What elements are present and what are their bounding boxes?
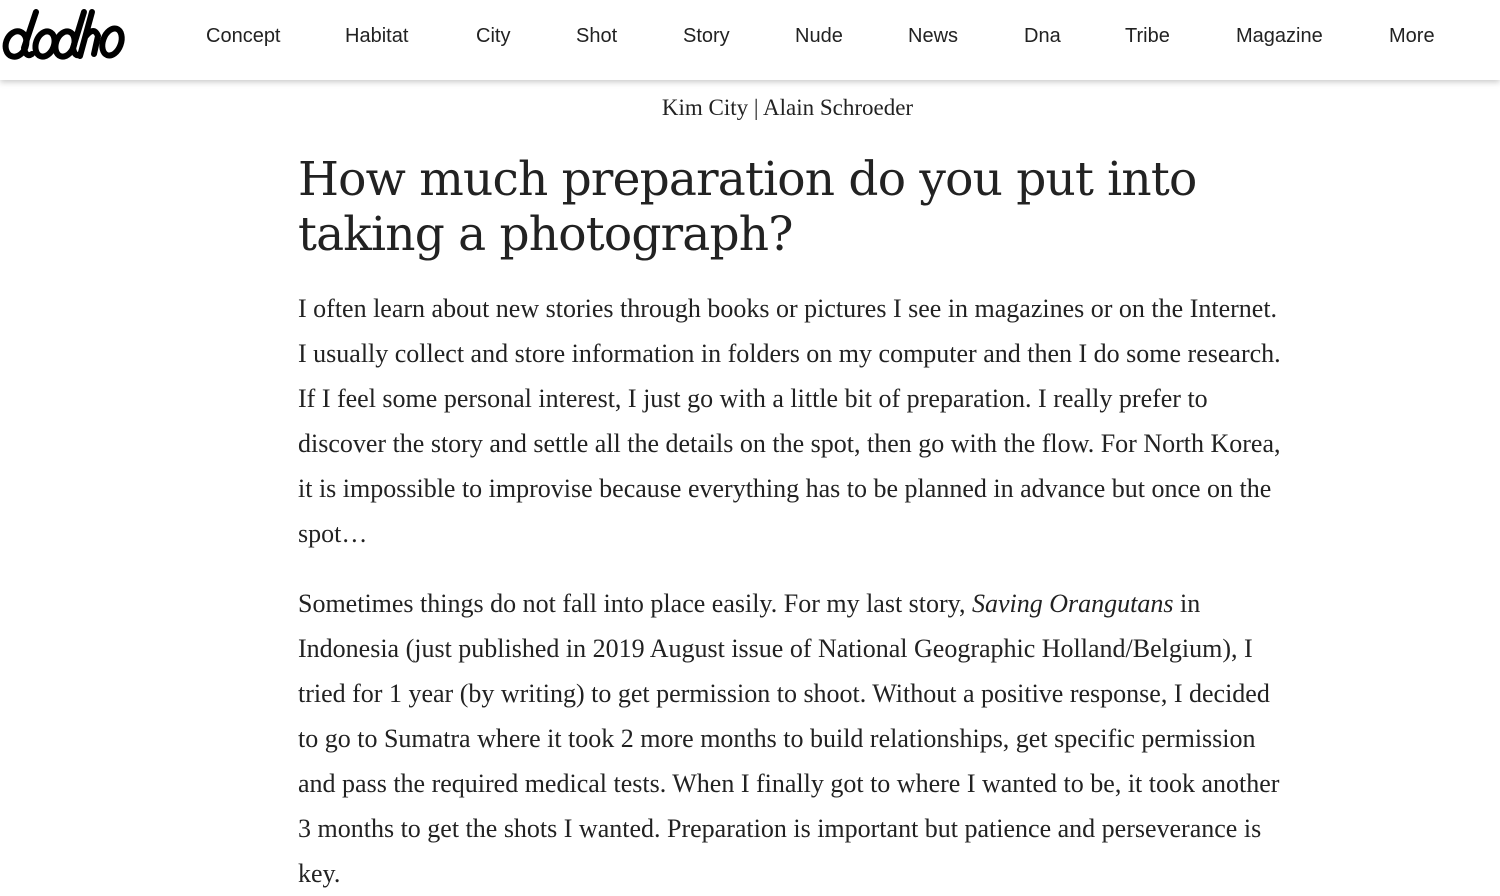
nav-item-news[interactable]: News [908,25,959,47]
nav-item-nude[interactable]: Nude [795,25,843,47]
paragraph-2-text-start: Sometimes things do not fall into place easily. For my last story, [298,589,972,618]
article-byline: Kim City | Alain Schroeder [661,95,914,120]
answer-paragraph-2 [298,581,1283,896]
nav-item-dna[interactable]: Dna [1024,25,1061,47]
nav-item-more[interactable]: More [1389,25,1435,47]
site-header [0,0,1500,80]
article-question-heading: How much preparation do you put into taking a photograph? [298,152,1197,262]
nav-item-concept[interactable]: Concept [206,25,281,47]
answer-paragraph-1: I often learn about new stories through books or pictures I see in magazines or on the Internet. I usually collect and store information in folders on my computer and then I do some research. If I feel some personal interest, I just go with a little bit of preparation. I really prefer to discover the story and settle all the details on the spot, then go with the flow. For North Korea, it is impossible to improvise because everything has to be planned in advance but once on the spot… [298,294,1281,548]
paragraph-2-text-end: in Indonesia (just published in 2019 August issue of National Geographic Holland/Belgium), I tried for 1 year (by writing) to get permission to shoot. Without a positive response, I decided to go to Sumatra where it took 2 more months to build relationships, get specific permission and pass the required medical tests. When I finally got to where I wanted to be, it took another 3 months to get the shots I wanted. Preparation is important but patience and perseverance is key. [298,589,1280,888]
nav-item-magazine[interactable]: Magazine [1236,25,1323,47]
nav-item-city[interactable]: City [476,25,511,47]
nav-item-story[interactable]: Story [683,25,730,47]
main-nav [0,0,1500,78]
article-content [0,80,1500,888]
article-body [298,152,1288,896]
nav-item-shot[interactable]: Shot [576,25,618,47]
nav-item-habitat[interactable]: Habitat [345,25,409,47]
story-title-italic: Saving Orangutans [972,589,1174,618]
nav-item-tribe[interactable]: Tribe [1125,25,1170,47]
